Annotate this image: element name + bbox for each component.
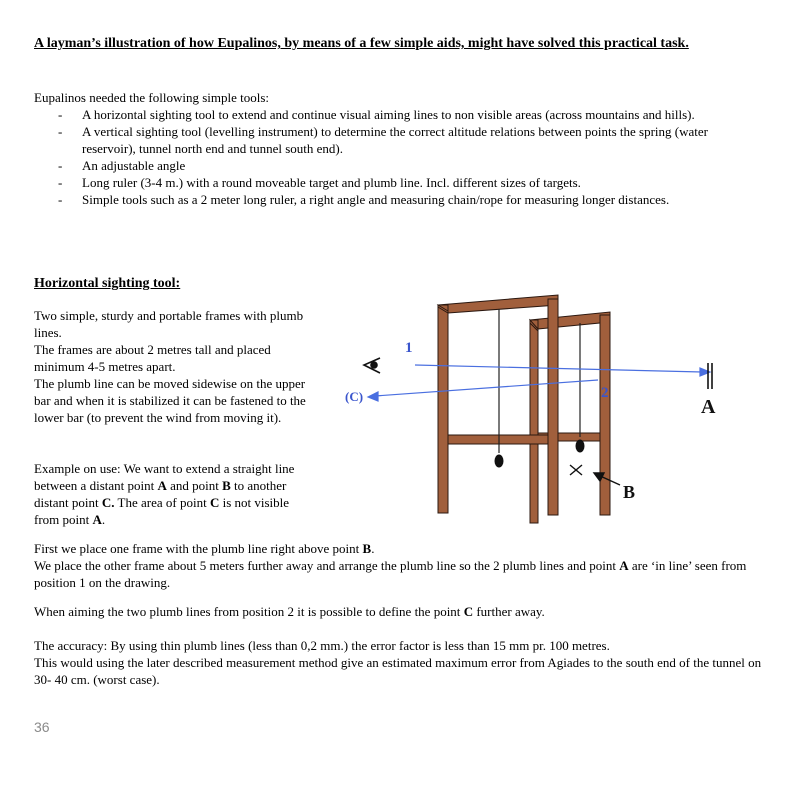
step-third: When aiming the two plumb lines from position 2 it is possible to define the point C further away. xyxy=(34,604,545,619)
description-paragraph: The frames are about 2 metres tall and placed minimum 4-5 metres apart. xyxy=(34,342,271,374)
page-number: 36 xyxy=(34,719,50,735)
step-first: First we place one frame with the plumb line right above point B. xyxy=(34,541,375,556)
step-second: We place the other frame about 5 meters further away and arrange the plumb line so the 2 plumb lines and point A are ‘in line’ seen from position 1 on the drawing. xyxy=(34,558,747,590)
sighting-frames-diagram xyxy=(330,285,760,530)
position-2-label: 2 xyxy=(601,385,609,401)
list-item: - A vertical sighting tool (levelling instrument) to determine the correct altitude relations between points the spring (water reservoir), tunnel north end and tunnel south end). xyxy=(58,124,708,156)
example-paragraph: Example on use: We want to extend a straight line between a distant point A and point B to another distant point C. The area of point C is not visible from point A. xyxy=(34,461,295,527)
position-1-label: 1 xyxy=(405,340,413,356)
list-item: - A horizontal sighting tool to extend and continue visual aiming lines to non visible areas (across mountains and hills). xyxy=(58,107,695,122)
description-paragraph: Two simple, sturdy and portable frames with plumb lines. xyxy=(34,308,304,340)
tools-intro: Eupalinos needed the following simple tools: xyxy=(34,90,270,105)
eye-icon xyxy=(364,358,380,373)
section-heading: Horizontal sighting tool: xyxy=(34,276,181,291)
sight-lines xyxy=(368,365,710,401)
description-paragraph: The plumb line can be moved sidewise on the upper bar and when it is stabilized it can be fastened to the lower bar (to prevent the wind from moving it). xyxy=(34,376,306,425)
point-b-label: B xyxy=(623,482,636,502)
point-a-label: A xyxy=(701,396,716,418)
point-b-marker-icon xyxy=(570,465,620,485)
accuracy-paragraph xyxy=(34,637,764,688)
list-marker: - xyxy=(58,175,63,190)
point-c-label: (C) xyxy=(345,389,364,404)
list-item: - An adjustable angle xyxy=(58,158,186,173)
tools-list xyxy=(34,106,764,208)
frame-description xyxy=(34,307,309,426)
accuracy-line: The accuracy: By using thin plumb lines (less than 0,2 mm.) the error factor is less than 15 mm pr. 100 metres. xyxy=(34,638,610,653)
document-title: A layman’s illustration of how Eupalinos, by means of a few simple aids, might have solved this practical task. xyxy=(34,36,689,51)
back-frame xyxy=(530,312,610,523)
list-item: - Simple tools such as a 2 meter long ruler, a right angle and measuring chain/rope for measuring longer distances. xyxy=(58,192,670,207)
list-item: - Long ruler (3-4 m.) with a round moveable target and plumb line. Incl. different sizes of targets. xyxy=(58,175,581,190)
list-marker: - xyxy=(58,158,63,173)
list-marker: - xyxy=(58,107,63,122)
list-marker: - xyxy=(58,124,63,139)
list-marker: - xyxy=(58,192,63,207)
steps-paragraph xyxy=(34,540,764,591)
target-post-icon xyxy=(708,363,712,389)
accuracy-line: This would using the later described measurement method give an estimated maximum error from Agiades to the south end of the tunnel on 30- 40 cm. (worst case). xyxy=(34,655,762,687)
